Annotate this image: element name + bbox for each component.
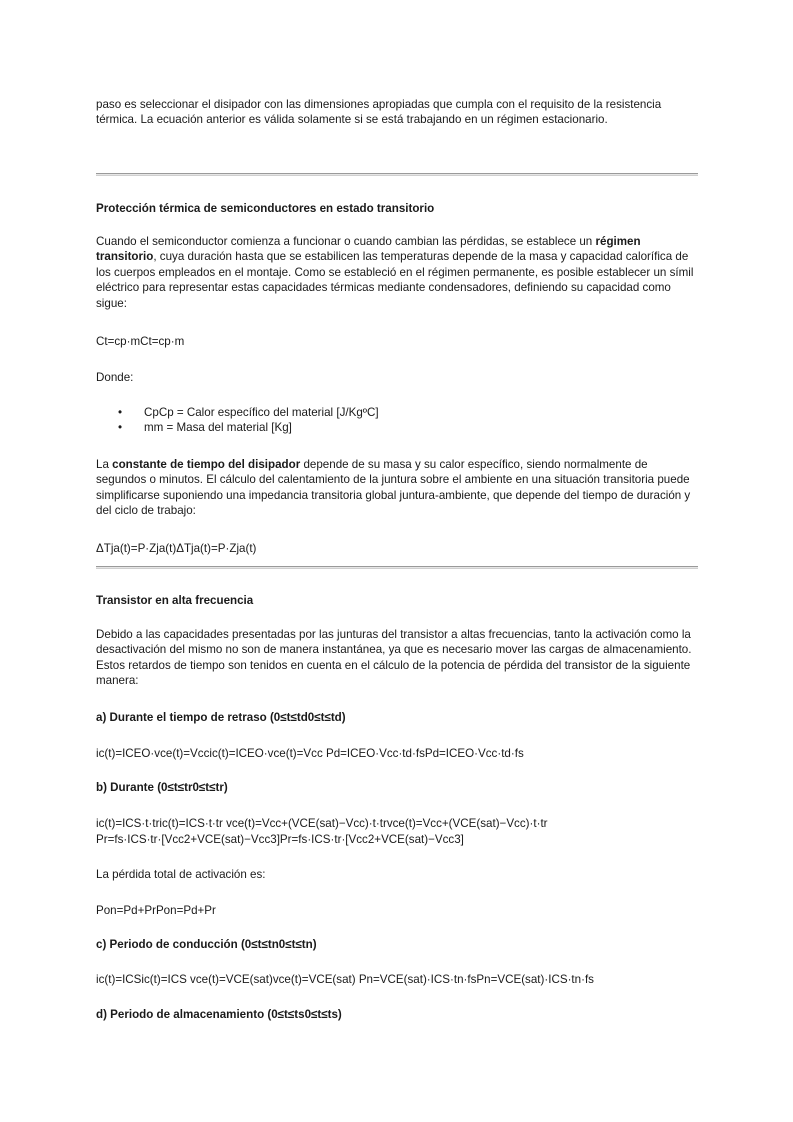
- paragraph-perdida-total: La pérdida total de activación es:: [96, 868, 266, 881]
- bold-term: régimen transitorio: [96, 235, 641, 264]
- equation-conduccion: ic(t)=ICSic(t)=ICS vce(t)=VCE(sat)vce(t)=VCE(sat) Pn=VCE(sat)·ICS·tn·fsPn=VCE(sat)·ICS·tn·fs: [96, 973, 594, 986]
- section-heading-transitorio: Protección térmica de semiconductores en estado transitorio: [96, 202, 435, 215]
- equation-durante-2: Pr=fs·ICS·tr·[Vcc2+VCE(sat)−Vcc3]Pr=fs·ICS·tr·[Vcc2+VCE(sat)−Vcc3]: [96, 833, 464, 846]
- paragraph-constante-tiempo: [96, 457, 698, 519]
- equation-durante-1: ic(t)=ICS·t·tric(t)=ICS·t·tr vce(t)=Vcc+(VCE(sat)−Vcc)·t·trvce(t)=Vcc+(VCE(sat)−Vcc)·t·tr: [96, 817, 548, 830]
- list-item: • mm = Masa del material [Kg]: [96, 420, 698, 435]
- equation-impedancia: ΔTja(t)=P·Zja(t)ΔTja(t)=P·Zja(t): [96, 542, 257, 555]
- paragraph-regimen-transitorio: [96, 234, 698, 311]
- section-heading-alta-frecuencia: Transistor en alta frecuencia: [96, 594, 254, 607]
- equation-retraso: ic(t)=ICEO·vce(t)=Vccic(t)=ICEO·vce(t)=Vcc Pd=ICEO·Vcc·td·fsPd=ICEO·Vcc·td·fs: [96, 747, 524, 760]
- section-divider: [96, 566, 698, 569]
- paragraph-alta-frecuencia: Debido a las capacidades presentadas por las junturas del transistor a altas frecuencias, tanto la activación como la desactivación del mismo no son de manera instantánea, ya que es necesario mover las cargas de almacenamiento. Estos retardos de tiempo son tenidos en cuenta en el cálculo de la potencia de pérdida del transistor de la siguiente manera:: [96, 628, 692, 688]
- section-divider: [96, 173, 698, 176]
- bold-term: constante de tiempo del disipador: [112, 458, 301, 471]
- variable-list: [96, 405, 698, 436]
- text-run: Cuando el semiconductor comienza a funcionar o cuando cambian las pérdidas, se establece un: [96, 235, 596, 248]
- equation-capacidad: Ct=cp·mCt=cp·m: [96, 335, 185, 348]
- intro-paragraph: paso es seleccionar el disipador con las dimensiones apropiadas que cumpla con el requisito de la resistencia térmica. La ecuación anterior es válida solamente si se está trabajando en un régimen estacionario.: [96, 98, 662, 127]
- label-donde: Donde:: [96, 371, 134, 384]
- subheading-almacenamiento: d) Periodo de almacenamiento (0≤t≤ts0≤t≤ts): [96, 1008, 342, 1021]
- text-run: depende de su masa y su calor específico, siendo normalmente de segundos o minutos. El cálculo del calentamiento de la juntura sobre el ambiente en una situación transitoria puede simplificarse suponiendo una impedancia transitoria global juntura-ambiente, que depende del tiempo de duración y del ciclo de trabajo:: [96, 458, 691, 518]
- text-run: , cuya duración hasta que se estabilicen las temperaturas depende de la masa y capacidad calorífica de los cuerpos empleados en el montaje. Como se estableció en el régimen permanente, es posible establecer un símil eléctrico para representar estas capacidades térmicas mediante condensadores, definiendo su capacidad como sigue:: [96, 250, 694, 310]
- subheading-conduccion: c) Periodo de conducción (0≤t≤tn0≤t≤tn): [96, 938, 317, 951]
- list-item: • CpCp = Calor específico del material [J/KgºC]: [96, 405, 698, 420]
- text-run: La: [96, 458, 113, 471]
- equation-pon: Pon=Pd+PrPon=Pd+Pr: [96, 904, 216, 917]
- subheading-durante: b) Durante (0≤t≤tr0≤t≤tr): [96, 781, 228, 794]
- subheading-retraso: a) Durante el tiempo de retraso (0≤t≤td0≤t≤td): [96, 711, 346, 724]
